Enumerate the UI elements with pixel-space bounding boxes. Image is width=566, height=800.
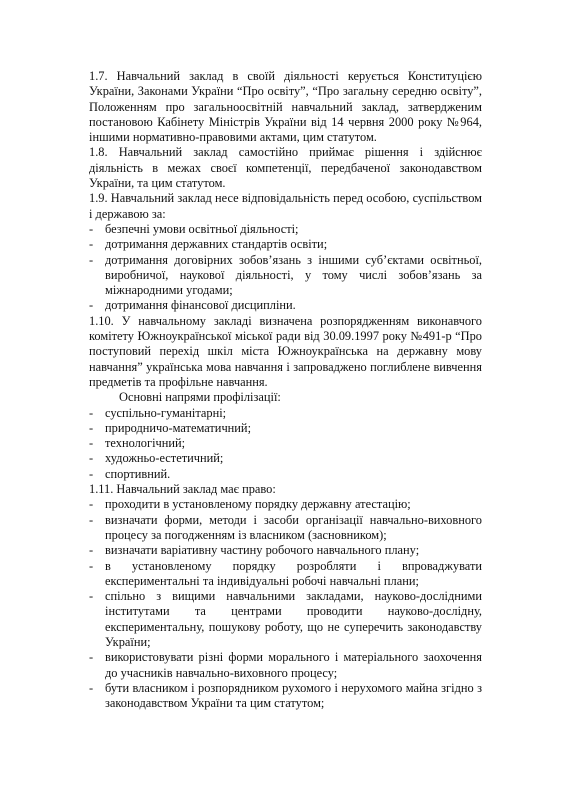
list-item [89, 681, 482, 712]
list-item [89, 298, 482, 313]
list-item-text: дотримання державних стандартів освіти; [105, 237, 328, 252]
list-item [89, 222, 482, 237]
dash-marker: - [89, 405, 94, 420]
list-item-text: суспільно-гуманітарні; [105, 405, 227, 420]
paragraph-1-10: 1.10. У навчальному закладі визначена розпорядженням виконавчого комітету Южноукраїнської міської ради від 30.09.1997 року №491-р “Про поступовий перехід шкіл міста Южноукраїнська на державну мову навчання” українська мова навчання і запроваджено поглиблене вивчення предметів та профільне навчання. [89, 313, 482, 389]
list-item-text: проходити в установленому порядку державну атестацію; [105, 497, 411, 512]
list-item-text: технологічний; [105, 436, 186, 451]
dash-marker: - [89, 497, 94, 512]
dash-marker: - [89, 237, 94, 252]
list-item-text: визначати варіативну частину робочого навчального плану; [105, 543, 420, 558]
profile-directions-heading: Основні напрями профілізації: [119, 390, 281, 405]
list-item-text: спортивний. [105, 466, 171, 481]
list-item [89, 513, 482, 544]
dash-marker: - [89, 298, 94, 313]
list-item-text: безпечні умови освітньої діяльності; [105, 221, 299, 236]
list-item-text: природничо-математичний; [105, 420, 252, 435]
dash-marker: - [89, 436, 94, 451]
list-item-text: бути власником і розпорядником рухомого і нерухомого майна згідно з законодавством України та цим статутом; [105, 680, 482, 711]
list-item-text: визначати форми, методи і засоби організації навчально-виховного процесу за погодженням із власником (засновником); [105, 512, 482, 542]
dash-marker: - [89, 543, 94, 558]
list-item [89, 237, 482, 252]
dash-marker: - [89, 650, 94, 665]
dash-marker: - [89, 589, 94, 604]
list-item [89, 559, 482, 590]
list-item-text: художньо-естетичний; [105, 451, 224, 466]
list-item [89, 421, 482, 436]
dash-marker: - [89, 512, 94, 527]
list-item-text: дотримання договірних зобов’язань з іншими суб’єктами освітньої, виробничої, наукової діяльності, у тому числі зобов’язань за міжнародними угодами; [105, 252, 482, 298]
dash-marker: - [89, 451, 94, 466]
paragraph-1-8: 1.8. Навчальний заклад самостійно приймає рішення і здійснює діяльність в межах своєї компетенції, передбаченої законодавством України, та цим статутом. [89, 145, 482, 191]
paragraph-1-11: 1.11. Навчальний заклад має право: [89, 482, 276, 497]
list-item [89, 589, 482, 650]
list-item [89, 467, 482, 482]
dash-marker: - [89, 221, 94, 236]
list-item [89, 497, 482, 512]
list-item [89, 436, 482, 451]
dash-marker: - [89, 680, 94, 695]
list-item-text: в установленому порядку розробляти і впроваджувати експериментальні та індивідуальні робочі навчальні плани; [105, 558, 482, 588]
list-item [89, 253, 482, 299]
dash-marker: - [89, 558, 94, 573]
list-item [89, 406, 482, 421]
list-item-text: спільно з вищими навчальними закладами, науково-дослідними інститутами та центрами проводити науково-дослідну, експериментальну, пошукову роботу, що не суперечить законодавству України; [105, 589, 482, 649]
list-item [89, 543, 482, 558]
list-item-text: використовувати різні форми морального і матеріального заохочення до учасників навчально-виховного процесу; [105, 650, 482, 680]
dash-marker: - [89, 420, 94, 435]
dash-marker: - [89, 466, 94, 481]
dash-marker: - [89, 252, 94, 267]
paragraph-1-9: 1.9. Навчальний заклад несе відповідальність перед особою, суспільством і державою за: [89, 191, 482, 221]
list-item [89, 650, 482, 681]
paragraph-1-7: 1.7. Навчальний заклад в своїй діяльності керується Конституцією України, Законами України “Про освіту”, “Про загальну середню освіту”, Положенням про загальноосвітній навчальний заклад, затвердженим постановою Кабінету Міністрів України від 14 червня 2000 року №964, іншими нормативно-правовими актами, цим статутом. [89, 69, 482, 145]
list-item-text: дотримання фінансової дисципліни. [105, 298, 296, 313]
list-item [89, 451, 482, 466]
